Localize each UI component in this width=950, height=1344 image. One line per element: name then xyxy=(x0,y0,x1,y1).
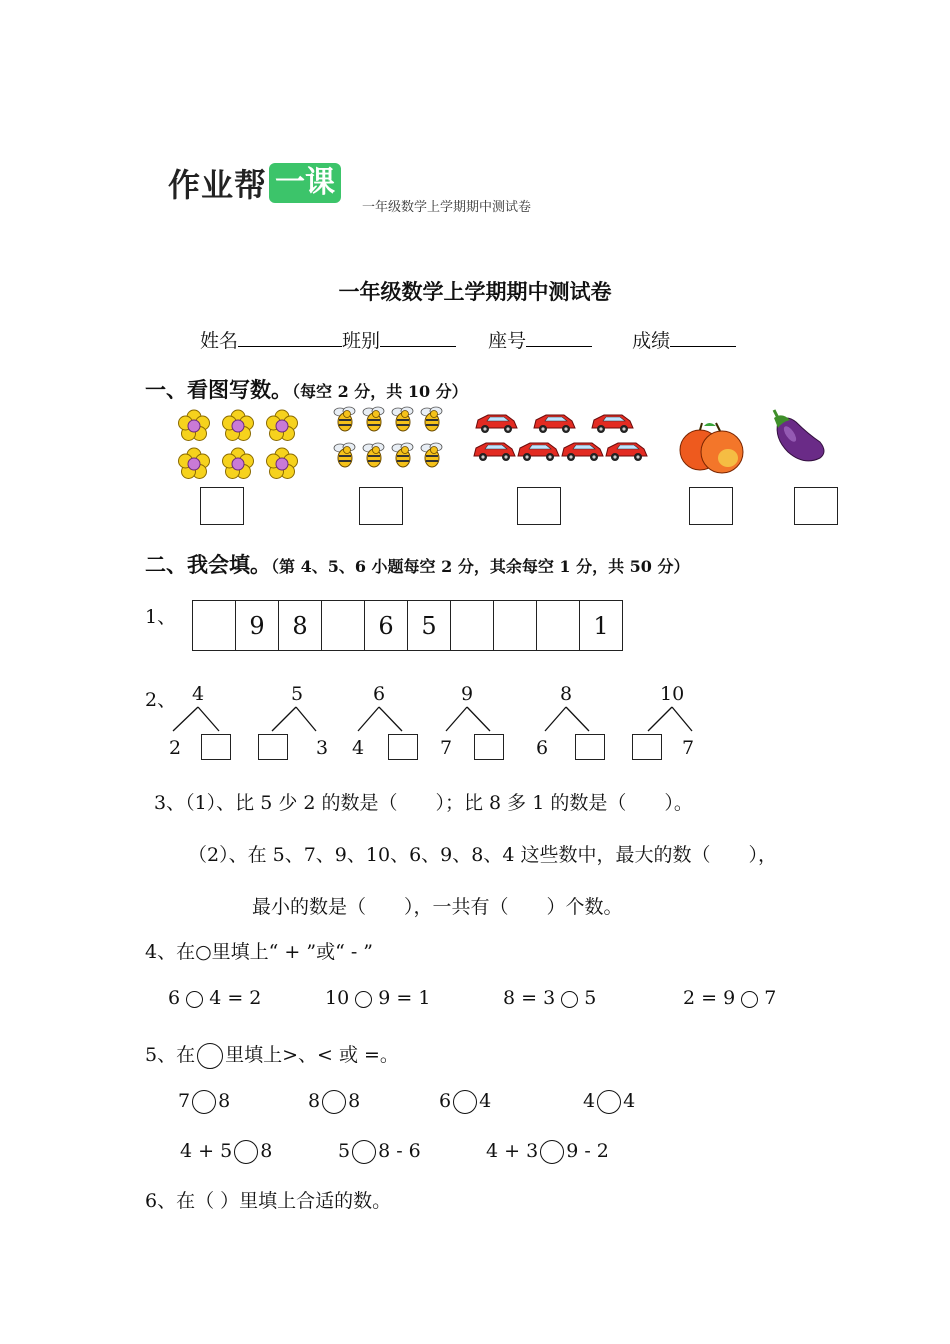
tree-top-number: 6 xyxy=(373,683,386,705)
q4-title: 4、在○里填上“ + ”或“ - ” xyxy=(145,941,374,963)
tree-top-number: 8 xyxy=(560,683,573,705)
tree-right-box[interactable] xyxy=(201,734,231,760)
bee-icon xyxy=(421,443,442,467)
sequence-cell[interactable] xyxy=(494,601,537,651)
car-icon xyxy=(476,415,517,433)
compare-circle[interactable] xyxy=(540,1140,564,1164)
car-picture xyxy=(470,406,652,468)
logo-badge: 一课 xyxy=(269,163,341,203)
sequence-cell: 5 xyxy=(408,601,451,651)
q3-line2: （2）、在 5、7、9、10、6、9、8、4 这些数中，最大的数（ ）， xyxy=(188,844,777,866)
sequence-cell: 6 xyxy=(365,601,408,651)
car-icon xyxy=(562,443,603,461)
sequence-cell[interactable] xyxy=(451,601,494,651)
bee-picture xyxy=(330,402,452,476)
tree-right-number: 7 xyxy=(682,737,695,759)
compare-item: 8 8 xyxy=(308,1090,361,1112)
tree-right-box[interactable] xyxy=(474,734,504,760)
answer-box-eggplant[interactable] xyxy=(794,487,838,525)
q4-item: 10 9 = 1 xyxy=(325,987,431,1009)
compare-item: 7 8 xyxy=(178,1090,231,1112)
eggplant-icon xyxy=(774,410,824,461)
apple-icon xyxy=(701,423,743,473)
number-tree xyxy=(352,683,424,763)
sequence-cell[interactable] xyxy=(322,601,365,651)
number-tree xyxy=(535,683,607,763)
number-tree xyxy=(258,683,330,763)
flower-picture xyxy=(172,406,304,486)
number-sequence-table xyxy=(192,600,623,651)
car-icon xyxy=(592,415,633,433)
tree-right-number: 3 xyxy=(316,737,329,759)
bee-icon xyxy=(363,443,384,467)
operator-circle[interactable] xyxy=(741,991,758,1008)
compare-circle[interactable] xyxy=(352,1140,376,1164)
car-icon xyxy=(474,443,515,461)
tree-left-box[interactable] xyxy=(632,734,662,760)
flower-icon xyxy=(223,410,254,441)
tree-top-number: 9 xyxy=(461,683,474,705)
class-label: 班别 xyxy=(342,330,381,352)
apple-picture xyxy=(676,420,748,476)
q4-item: 6 4 = 2 xyxy=(168,987,262,1009)
q4-item: 2 = 9 7 xyxy=(683,987,777,1009)
car-icon xyxy=(606,443,647,461)
q5-title: 5、在 里填上>、< 或 =。 xyxy=(145,1040,399,1069)
q2-label: 2、 xyxy=(145,689,177,711)
eggplant-picture xyxy=(768,408,830,468)
flower-icon xyxy=(223,448,254,479)
operator-circle[interactable] xyxy=(561,991,578,1008)
number-tree xyxy=(440,683,512,763)
flower-icon xyxy=(179,410,210,441)
sequence-cell[interactable] xyxy=(193,601,236,651)
name-label: 姓名 xyxy=(200,330,239,352)
q3-line3: 最小的数是（ ），一共有（ ）个数。 xyxy=(252,896,623,918)
compare-circle[interactable] xyxy=(597,1090,621,1114)
header-subtitle: 一年级数学上学期期中测试卷 xyxy=(362,200,532,215)
section2-heading: 二、我会填。（第 4、5、6 小题每空 2 分，其余每空 1 分，共 50 分） xyxy=(145,553,690,577)
compare-item: 4 + 3 9 - 2 xyxy=(486,1140,609,1162)
sequence-cell: 8 xyxy=(279,601,322,651)
compare-circle[interactable] xyxy=(192,1090,216,1114)
q1-label: 1、 xyxy=(145,606,177,628)
car-icon xyxy=(534,415,575,433)
logo-text: 作业帮 xyxy=(168,166,268,204)
compare-circle[interactable] xyxy=(322,1090,346,1114)
operator-circle[interactable] xyxy=(355,991,372,1008)
tree-left-number: 4 xyxy=(352,737,365,759)
tree-top-number: 4 xyxy=(192,683,205,705)
q4-item: 8 = 3 5 xyxy=(503,987,597,1009)
sequence-cell[interactable] xyxy=(537,601,580,651)
answer-box-flowers[interactable] xyxy=(200,487,244,525)
compare-circle[interactable] xyxy=(234,1140,258,1164)
score-blank[interactable] xyxy=(670,330,736,347)
answer-box-cars[interactable] xyxy=(517,487,561,525)
tree-right-box[interactable] xyxy=(575,734,605,760)
sequence-cell: 9 xyxy=(236,601,279,651)
compare-item: 6 4 xyxy=(439,1090,492,1112)
flower-icon xyxy=(267,410,298,441)
flower-icon xyxy=(179,448,210,479)
number-tree xyxy=(163,683,235,763)
bee-icon xyxy=(392,407,413,431)
flower-icon xyxy=(267,448,298,479)
class-blank[interactable] xyxy=(380,330,456,347)
tree-top-number: 5 xyxy=(291,683,304,705)
tree-left-number: 2 xyxy=(169,737,182,759)
bee-icon xyxy=(363,407,384,431)
tree-left-number: 7 xyxy=(440,737,453,759)
bee-icon xyxy=(334,443,355,467)
score-label: 成绩 xyxy=(632,330,671,352)
logo xyxy=(168,160,341,206)
bee-icon xyxy=(334,407,355,431)
section1-heading: 一、看图写数。（每空 2 分，共 10 分） xyxy=(145,378,468,402)
compare-item: 4 + 5 8 xyxy=(180,1140,273,1162)
compare-item: 5 8 - 6 xyxy=(338,1140,421,1162)
circle-icon xyxy=(197,1043,223,1069)
seat-label: 座号 xyxy=(488,330,527,352)
number-tree xyxy=(630,683,702,763)
sequence-cell: 1 xyxy=(580,601,623,651)
operator-circle[interactable] xyxy=(186,991,203,1008)
name-blank[interactable] xyxy=(238,330,342,347)
compare-item: 4 4 xyxy=(583,1090,636,1112)
car-icon xyxy=(518,443,559,461)
tree-top-number: 10 xyxy=(660,683,685,705)
q6-title: 6、在（ ）里填上合适的数。 xyxy=(145,1190,392,1212)
answer-box-bees[interactable] xyxy=(359,487,403,525)
tree-left-number: 6 xyxy=(536,737,549,759)
bee-icon xyxy=(392,443,413,467)
page-title: 一年级数学上学期期中测试卷 xyxy=(338,280,612,304)
compare-circle[interactable] xyxy=(453,1090,477,1114)
tree-right-box[interactable] xyxy=(388,734,418,760)
tree-left-box[interactable] xyxy=(258,734,288,760)
answer-box-apples[interactable] xyxy=(689,487,733,525)
q3-line1: 3、（1）、比 5 少 2 的数是（ ）；比 8 多 1 的数是（ ）。 xyxy=(154,792,693,814)
student-info-row xyxy=(200,326,736,353)
bee-icon xyxy=(421,407,442,431)
seat-blank[interactable] xyxy=(526,330,592,347)
